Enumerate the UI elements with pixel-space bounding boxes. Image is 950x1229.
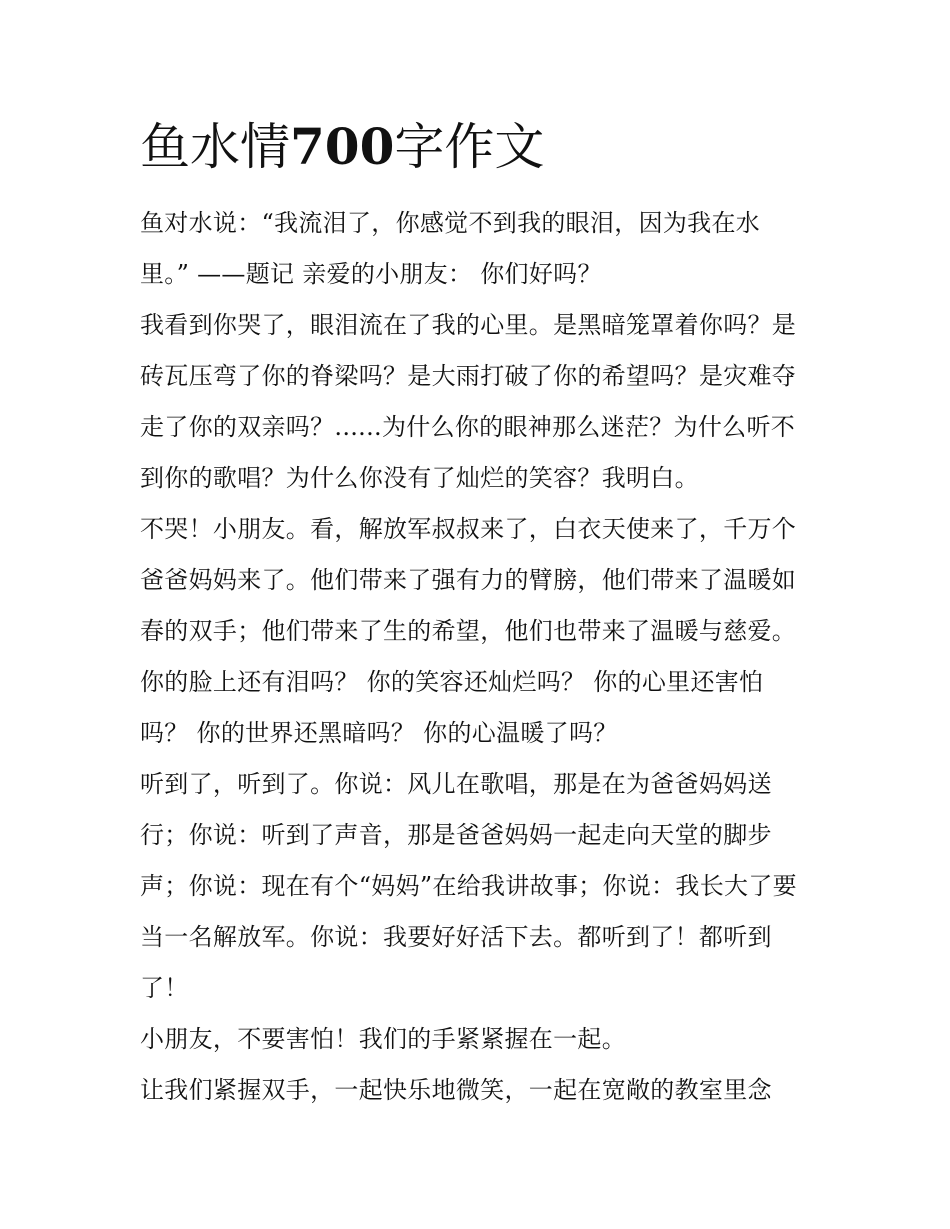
- text-line: 了！: [140, 974, 189, 1002]
- text-line: 小朋友，不要害怕！我们的手紧紧握在一起。: [140, 1025, 626, 1053]
- text-line: 不哭！小朋友。看，解放军叔叔来了，白衣天使来了，千万个: [140, 515, 797, 543]
- text-line: 砖瓦压弯了你的脊梁吗？是大雨打破了你的希望吗？是灾难夺: [140, 362, 797, 390]
- text-line: 吗？ 你的世界还黑暗吗？ 你的心温暖了吗？: [140, 719, 618, 747]
- text-line: 鱼对水说：“我流泪了，你感觉不到我的眼泪，因为我在水: [140, 209, 761, 237]
- text-line: 里。” ——题记 亲爱的小朋友： 你们好吗？: [140, 260, 602, 288]
- text-line: 我看到你哭了，眼泪流在了我的心里。是黑暗笼罩着你吗？是: [140, 311, 797, 339]
- text-line: 你的脸上还有泪吗？ 你的笑容还灿烂吗？ 你的心里还害怕: [140, 668, 764, 696]
- document-title: [140, 112, 544, 182]
- text-line: 听到了，听到了。你说：风儿在歌唱，那是在为爸爸妈妈送: [140, 770, 772, 798]
- text-line: 当一名解放军。你说：我要好好活下去。都听到了！都听到: [140, 923, 772, 951]
- text-line: 到你的歌唱？为什么你没有了灿烂的笑容？我明白。: [140, 464, 699, 492]
- text-line: 爸爸妈妈来了。他们带来了强有力的臂膀，他们带来了温暖如: [140, 566, 797, 594]
- title-suffix: 字作文: [394, 118, 545, 176]
- text-line: 让我们紧握双手，一起快乐地微笑，一起在宽敞的教室里念: [140, 1076, 772, 1104]
- title-prefix: 鱼水情: [140, 118, 290, 176]
- text-line: 走了你的双亲吗？......为什么你的眼神那么迷茫？为什么听不: [140, 413, 796, 441]
- text-line: 春的双手；他们带来了生的希望，他们也带来了温暖与慈爱。: [140, 617, 797, 645]
- text-line: 声；你说：现在有个“妈妈”在给我讲故事；你说：我长大了要: [140, 872, 797, 900]
- title-number: 700: [290, 117, 395, 176]
- text-line: 行；你说：听到了声音，那是爸爸妈妈一起走向天堂的脚步: [140, 821, 772, 849]
